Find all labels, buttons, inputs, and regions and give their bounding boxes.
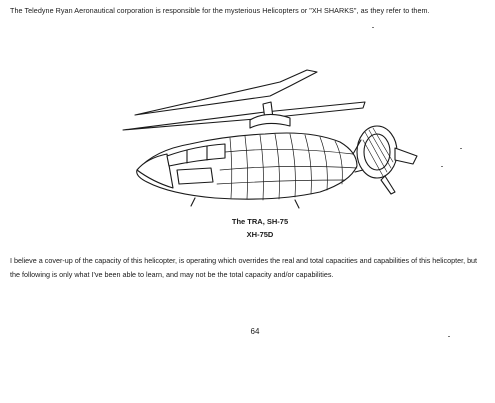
scan-speck xyxy=(460,148,462,149)
scan-speck xyxy=(448,336,450,337)
helicopter-illustration xyxy=(95,60,425,210)
figure-caption-title: The TRA, SH-75 xyxy=(231,217,289,226)
scan-speck xyxy=(372,27,374,28)
scan-speck xyxy=(441,166,443,167)
figure-caption-designation: XH-75D xyxy=(246,230,274,239)
intro-paragraph: The Teledyne Ryan Aeronautical corporation is responsible for the mysterious Helicopters or "XH SHARKS", as they refer to them. xyxy=(10,6,430,15)
body-paragraph: I believe a cover-up of the capacity of this helicopter, is operating which overrides the real and total capacities and capabilities of this helicopter, but the following is only what I've been able to learn, and may not be the total capacity and/or capabilities. xyxy=(10,256,478,279)
page-number: 64 xyxy=(250,327,260,336)
